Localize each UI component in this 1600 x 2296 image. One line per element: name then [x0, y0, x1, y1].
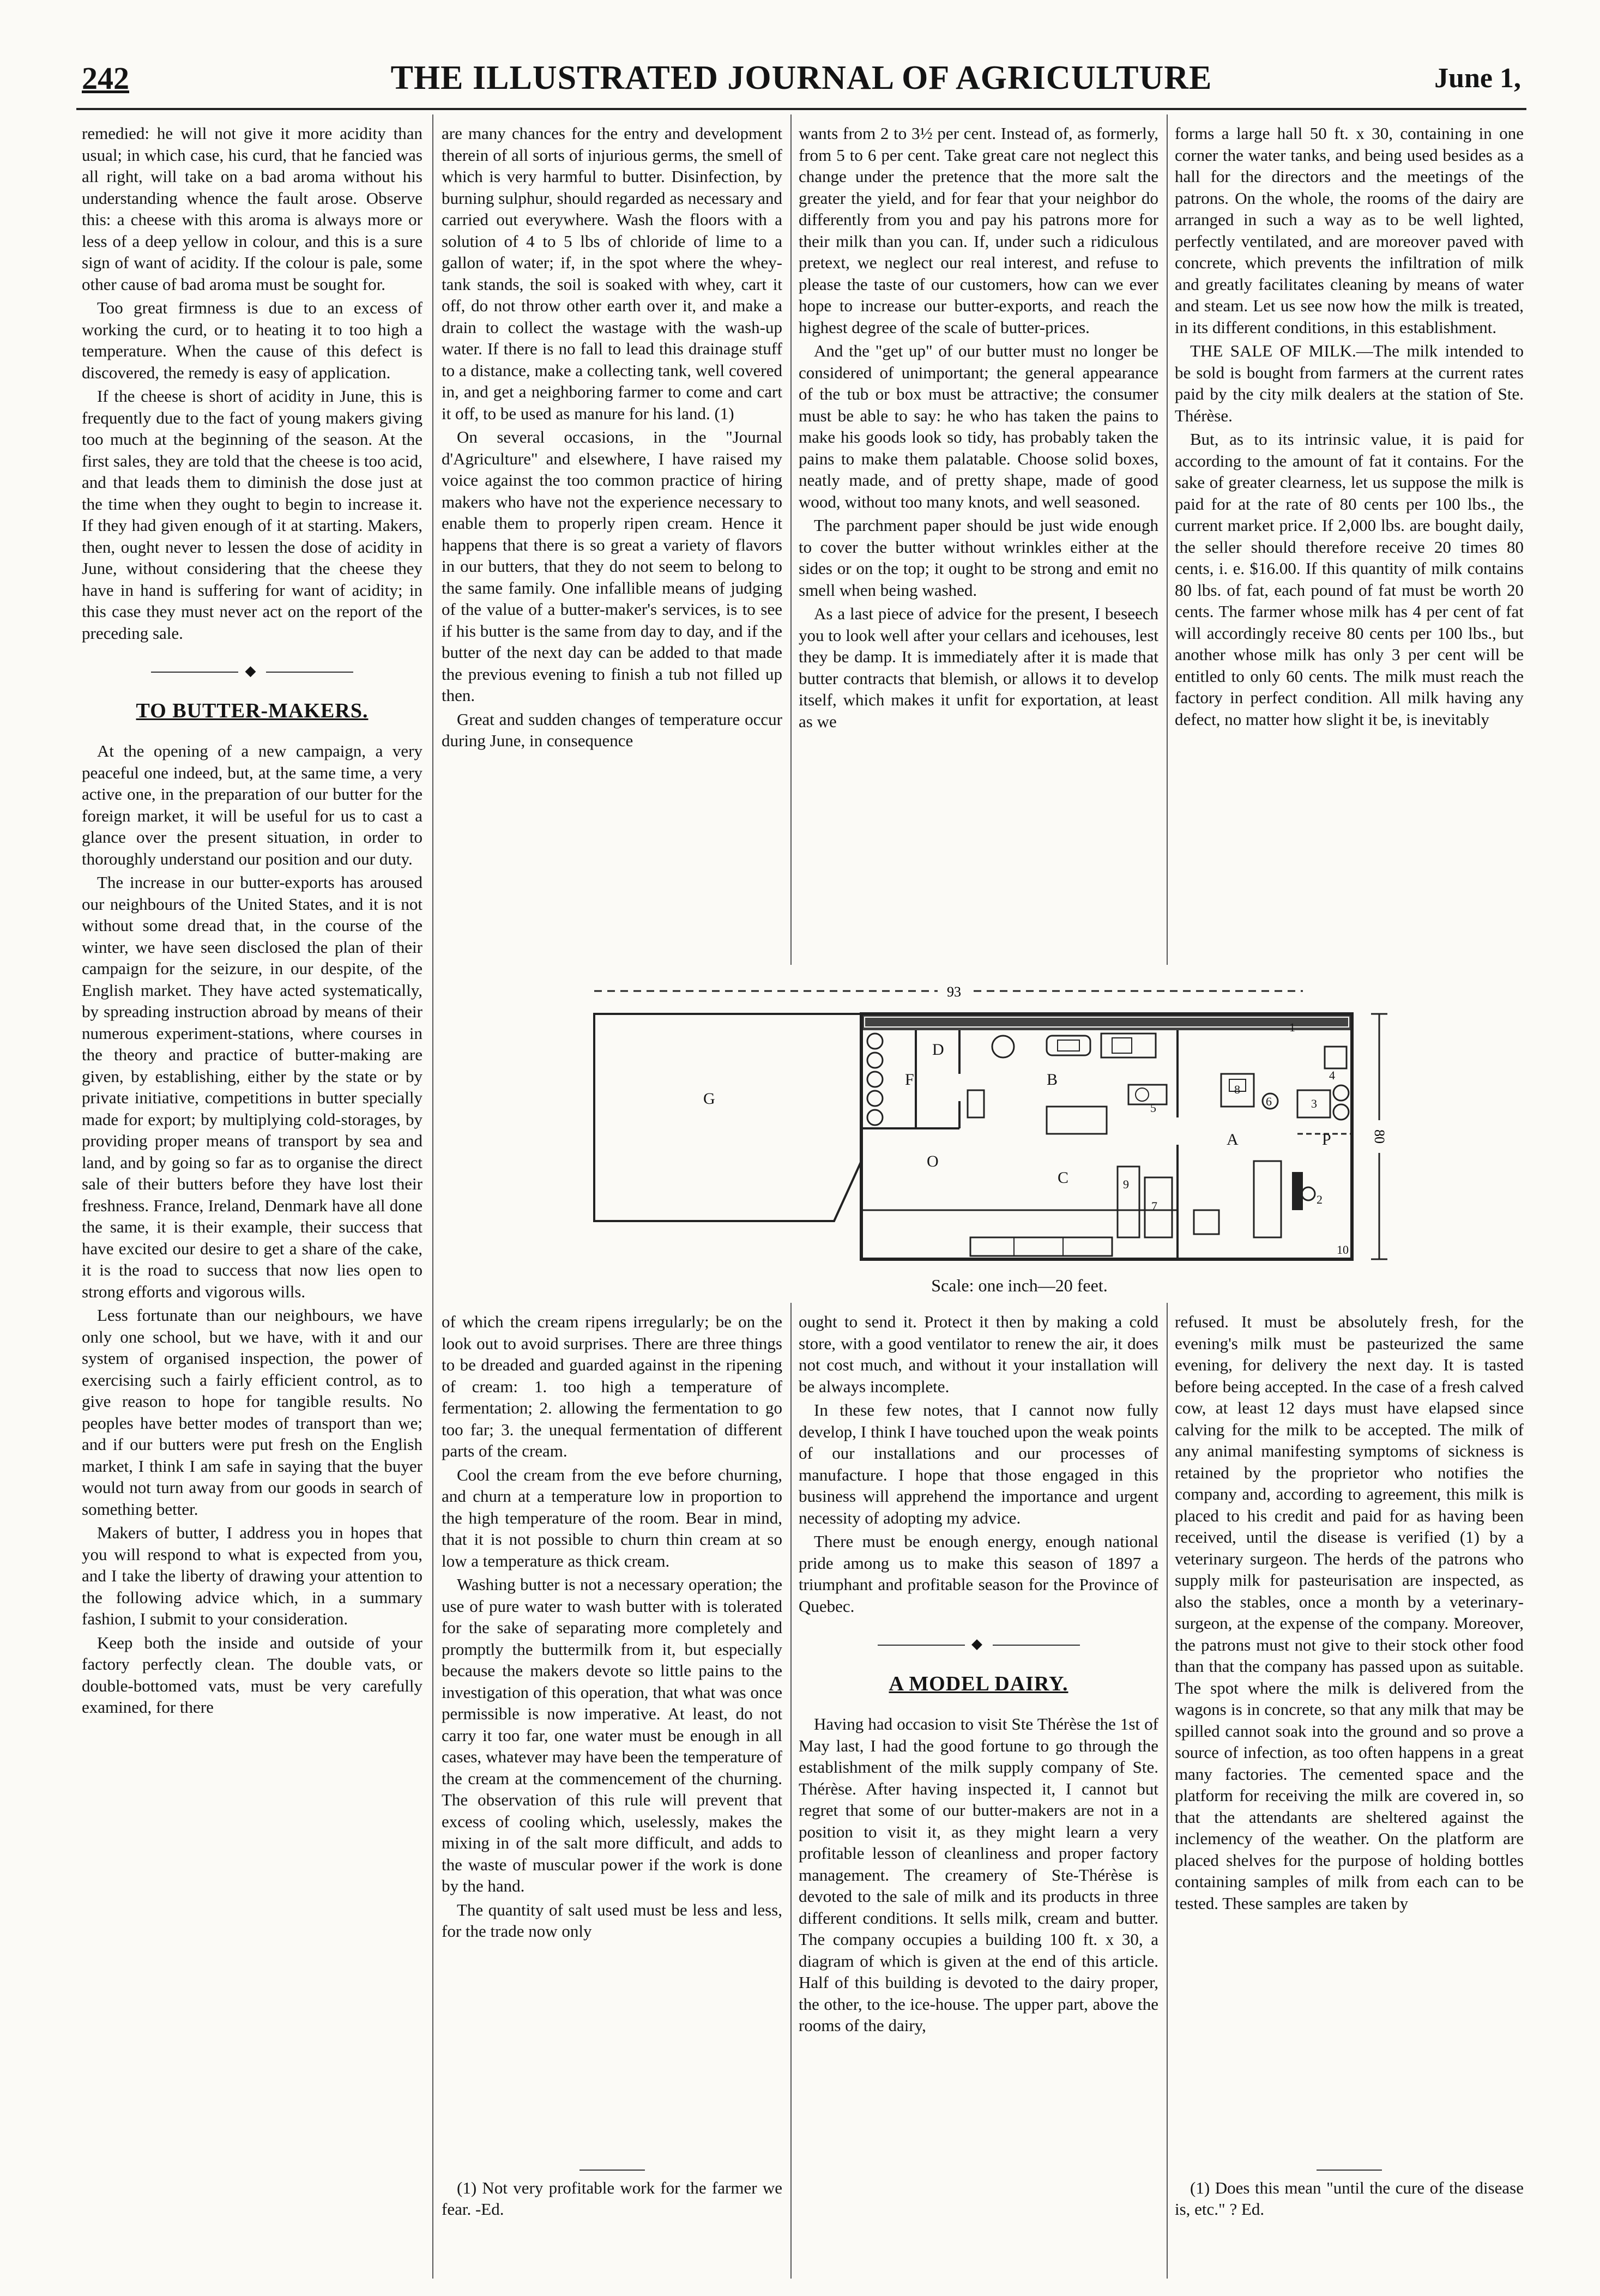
paragraph: wants from 2 to 3½ per cent. Instead of, as formerly, from 5 to 6 per cent. Take great care not neglect this change under the pretence that the more salt the greater the yield, and for fear that your neighbor do differently from you and pay his patrons more for their milk than you can. If, under such a ridiculous pretext, we neglect our real interest, and refuse to please the taste of our customers, how can we ever hope to increase our butter-exports, and reach the highest degree of the scale of butter-prices. — [799, 124, 1158, 337]
page-header — [82, 55, 1521, 104]
paragraph: The parchment paper should be just wide enough to cover the butter without wrinkles either at the sides or on the top; it ought to be strong and emit no smell when being washed. — [799, 516, 1158, 600]
section-heading: TO BUTTER-MAKERS. — [136, 699, 369, 722]
paragraph: There must be enough energy, enough national pride among us to make this season of 1897 a triumphant and profitable season for the Province of Quebec. — [799, 1532, 1158, 1616]
issue-date: June 1, — [1434, 63, 1521, 94]
paragraph: If the cheese is short of acidity in June, this is frequently due to the fact of young makers giving too much at the beginning of the season. At the first sales, they are told that the cheese is too acid, and that leads them to diminish the dose just at the time when they ought to begin to increase it. If they had given enough of it at starting. Makers, then, ought never to lessen the dose of acidity in June, without considering that the cheese they have in hand is suffering for want of acidity; in this case they must never act on the report of the preceding sale. — [82, 386, 422, 643]
label-item-2: 2 — [1317, 1193, 1323, 1206]
room-g — [594, 1014, 861, 1221]
column-divider — [1167, 1303, 1168, 2279]
dimension-label-top: 93 — [947, 984, 961, 1000]
footnote-1 — [442, 2170, 782, 2220]
paragraph: refused. It must be absolutely fresh, for the evening's milk must be pasteurized the same evening, for delivery the next day. It is tasted before being accepted. In the case of a fresh calved cow, at least 12 days must have elapsed since calving for the milk to be accepted. The milk of any animal manifesting symptoms of sickness is retained by the proprietor who notifies the company and, according to agreement, this milk is placed to his credit and paid for as having been received, until the disease is verified (1) by a veterinary surgeon. The herds of the patrons who supply milk for pasteurisation are inspected, as also the stables, once a month by a veterinary-surgeon, at the expense of the company. Moreover, the patrons must not give to their stock other food than that the company has passed upon as suitable. The spot where the milk is delivered from the wagons is in concrete, so that any milk that may be spilled cannot soak into the ground and so prove a source of infection, as too often happens in a great many factories. The cemented space and the platform for receiving the milk are covered in, so that the attendants are sheltered against the inclemency of the weather. On the platform are placed shelves for the purpose of holding bottles containing samples of milk from each can to be tested. These samples are taken by — [1175, 1312, 1524, 1913]
label-item-6: 6 — [1266, 1095, 1272, 1108]
paragraph: Keep both the inside and outside of your factory perfectly clean. The double vats, or double-bottomed vats, must be very carefully examined, for there — [82, 1633, 422, 1717]
footnote-text: (1) Not very profitable work for the farmer we fear. -Ed. — [442, 2178, 782, 2219]
column-divider — [432, 114, 433, 2279]
paragraph: In these few notes, that I cannot now fully develop, I think I have touched upon the weak points of our installations and our processes of manufacture. I hope that those engaged in this business will apprehend the importance and urgent necessity of adopting my advice. — [799, 1400, 1158, 1527]
label-room-f: F — [905, 1071, 914, 1089]
paragraph: remedied: he will not give it more acidity than usual; in which case, his curd, that he fancied was all right, will take on a bad aroma without his understanding whence the fault arose. Observe this: a cheese with this aroma is always more or less of a deep yellow in colour, and this is a sure sign of want of acidity. If the colour is pale, some other cause of bad aroma must be sought for. — [82, 124, 422, 294]
paragraph: The increase in our butter-exports has aroused our neighbours of the United States, and it is not without some dread that, in the course of the winter, we have seen disclosed the plan of their campaign for the seizure, in our despite, of the English market. They have acted systematically, by spreading instruction abroad by means of their numerous experiment-stations, where courses in the theory and practice of butter-making are given, by establishing, either by the state or by private initiative, competitions in butter specially made for export; by multiplying cold-storages, by providing proper means of transport by sea and land, and by going so far as to organise the direct sale of their butters before they have lost their freshness. France, Ireland, Denmark have all done the same, it is their example, their success that have excited our desire to get a share of the cake, it is the road to success that now lies open to strong efforts and vigorous wills. — [82, 873, 422, 1301]
column-4-top — [1175, 123, 1524, 965]
dimension-label-right: 80 — [1372, 1129, 1387, 1144]
label-room-a: A — [1227, 1131, 1239, 1149]
column-divider — [1167, 114, 1168, 965]
paragraph: On several occasions, in the "Journal d'Agriculture" and elsewhere, I have raised my voice against the too common practice of hiring makers who have not the experience necessary to enable them to properly ripen cream. Hence it happens that there is so great a variety of flavors in our butters, that they do not seem to belong to the same family. One infallible means of judging of the value of a butter-maker's services, is to see if his butter is the same from day to day, and if the butter of the next day can be added to that made the previous evening to finish a tub not filled up then. — [442, 427, 782, 705]
label-item-4: 4 — [1329, 1068, 1335, 1082]
column-divider — [790, 114, 792, 965]
subsection-text: —The milk intended to be sold is bought from farmers at the current rates paid by the city milk dealers at the station of Ste. Thérèse. — [1175, 341, 1524, 425]
label-room-c: C — [1058, 1169, 1069, 1187]
label-room-g: G — [703, 1090, 715, 1108]
label-item-10: 10 — [1337, 1243, 1349, 1256]
label-room-b: B — [1047, 1071, 1058, 1089]
column-3-bottom — [799, 1311, 1158, 2270]
label-item-3: 3 — [1311, 1097, 1317, 1110]
header-rule — [76, 108, 1526, 110]
paragraph: And the "get up" of our butter must no longer be considered of unimportant; the general appearance of the tub or box must be attractive; the consumer must be able to say: he who has taken the pains to make his goods look so tidy, has probably taken the pains to make them palatable. Choose solid boxes, neatly made, and of pretty shape, made of good wood, without too many knots, and well seasoned. — [799, 341, 1158, 511]
column-divider — [790, 1303, 792, 2279]
label-item-1: 1 — [1289, 1020, 1295, 1034]
section-separator: ◆ — [82, 660, 422, 682]
paragraph: But, as to its intrinsic value, it is paid for according to the amount of fat it contains. For the sake of greater clearness, let us suppose the milk is paid for at the rate of 80 cents per 100 lbs., the current market price. If 2,000 lbs. are bought daily, the seller should therefore receive 20 times 80 cents, i. e. $16.00. If this quantity of milk contains 80 lbs. of fat, each pound of fat must be worth 20 cents. The farmer whose milk has 4 per cent of fat will accordingly receive 80 cents per 100 lbs., but another whose milk has only 3 per cent will be entitled to only 60 cents. The milk must reach the factory in perfect condition. All milk having any defect, no matter how slight it be, is inevitably — [1175, 430, 1524, 729]
paragraph: are many chances for the entry and development therein of all sorts of injurious germs, the smell of which is very harmful to butter. Disinfection, by burning sulphur, should regarded as necessary and carried out everywhere. Wash the floors with a solution of 4 to 5 lbs of chloride of lime to a gallon of water; if, in the spot where the whey-tank stands, the soil is soaked with whey, cart it off, do not throw other earth over it, and make a drain to collect the wastage with the wash-up water. If there is no fall to lead this drainage stuff to a distance, make a collecting tank, well covered in, and get a neighboring farmer to come and cart it off, to be used as manure for his land. (1) — [442, 124, 782, 423]
column-3-top — [799, 123, 1158, 965]
footnote-2 — [1175, 2170, 1524, 2220]
column-2-top — [442, 123, 782, 965]
paragraph: As a last piece of advice for the present, I beseech you to look well after your cellars and icehouses, lest they be damp. It is immediately after it is made that butter contracts that blemish, or allows it to develop itself, which makes it unfit for exportation, at least as we — [799, 604, 1158, 731]
label-item-7: 7 — [1151, 1199, 1157, 1213]
paragraph: forms a large hall 50 ft. x 30, containing in one corner the water tanks, and being used besides as a hall for the directors and the meetings of the patrons. On the whole, the rooms of the dairy are arranged in such a way as to be well lighted, perfectly ventilated, and are moreover paved with concrete, which prevents the infiltration of milk and greatly facilitates cleaning by means of water and steam. Let us see now how the milk is treated, in its different conditions, in this establishment. — [1175, 124, 1524, 337]
column-4-bottom — [1175, 1311, 1524, 2167]
paragraph: Less fortunate than our neighbours, we have only one school, but we have, with it and our system of organised inspection, the power of exercising such a fairly efficient control, as to give reason to hope for tangible results. No peoples have better modes of transport than we; and if our butters were put fresh on the English market, I think I am safe in saying that the buyer would not turn away from our goods in search of something better. — [82, 1306, 422, 1519]
label-room-p: P — [1322, 1131, 1331, 1149]
diagram-caption: Scale: one inch—20 feet. — [931, 1276, 1108, 1295]
label-item-9: 9 — [1123, 1177, 1129, 1191]
dairy-floor-plan — [578, 981, 1461, 1286]
water-tanks — [867, 1034, 883, 1125]
paragraph: Makers of butter, I address you in hopes that you will respond to what is expected from you, and I take the liberty of drawing your attention to the following advice which, in a summary fashion, I submit to your consideration. — [82, 1523, 422, 1628]
column-2-bottom — [442, 1311, 782, 2167]
label-room-o: O — [927, 1152, 939, 1170]
paragraph: Having had occasion to visit Ste Thérèse the 1st of May last, I had the good fortune to go through the establishment of the milk supply company of Ste. Thérèse. After having inspected it, I cannot but regret that some of our butter-makers are not in a position to visit it, as they might learn a very profitable lesson of cleanliness and proper factory management. The creamery of Ste-Thérèse is devoted to the sale of milk and its products in three different conditions. It sells milk, cream and butter. The company occupies a building 100 ft. x 30, a diagram of which is given at the end of this article. Half of this building is devoted to the dairy proper, the other, to the ice-house. The upper part, above the rooms of the dairy, — [799, 1714, 1158, 2035]
journal-title: THE ILLUSTRATED JOURNAL OF AGRICULTURE — [390, 59, 1212, 96]
paragraph: Great and sudden changes of temperature occur during June, in consequence — [442, 709, 782, 750]
column-1 — [82, 123, 422, 2276]
paragraph: At the opening of a new campaign, a very peaceful one indeed, but, at the same time, a very active one, in the preparation of our butter for the foreign market, it will be useful for us to cast a glance over the present situation, in order to thoroughly understand our position and our duty. — [82, 741, 422, 868]
label-room-d: D — [932, 1041, 944, 1059]
section-separator: ◆ — [799, 1633, 1158, 1655]
paragraph: The quantity of salt used must be less and less, for the trade now only — [442, 1900, 782, 1941]
paragraph: Too great firmness is due to an excess of working the curd, or to heating it to too high a temperature. When the cause of this defect is discovered, the remedy is easy of application. — [82, 298, 422, 382]
paragraph: Washing butter is not a necessary operation; the use of pure water to wash butter with is tolerated for the sake of separating more completely and promptly the buttermilk from it, but especially because the makers devote so little pains to the investigation of this operation, that what was once permissible is now imperative. At least, do not carry it too far, one water must be enough in all cases, whatever may have been the temperature of the cream at the commencement of the churning. The observation of this rule will prevent that excess of cooling which, uselessly, makes the mixing in of the salt more difficult, and adds to the waste of muscular power if the work is done by the hand. — [442, 1575, 782, 1895]
page-number: 242 — [82, 61, 129, 96]
label-item-5: 5 — [1150, 1101, 1156, 1115]
paragraph: ought to send it. Protect it then by making a cold store, with a good ventilator to renew the air, it does not cost much, and without it your installation will be always incomplete. — [799, 1312, 1158, 1396]
paragraph — [1175, 340, 1524, 426]
subsection-heading: THE SALE OF MILK. — [1190, 341, 1356, 360]
section-heading: A MODEL DAIRY. — [889, 1672, 1068, 1695]
paragraph: of which the cream ripens irregularly; be on the look out to avoid surprises. There are three things to be dreaded and guarded against in the ripening of cream: 1. too high a temperature of fermentation; 2. allowing the fermentation to go too far; 3. the unequal fermentation of different parts of the cream. — [442, 1312, 782, 1460]
label-item-8: 8 — [1234, 1083, 1240, 1096]
paragraph: Cool the cream from the eve before churning, and churn at a temperature low in proportion to the high temperature of the room. Bear in mind, that it is not possible to churn thin cream at so low a temperature as thick cream. — [442, 1465, 782, 1570]
footnote-text: (1) Does this mean "until the cure of the disease is, etc." ? Ed. — [1175, 2178, 1524, 2219]
